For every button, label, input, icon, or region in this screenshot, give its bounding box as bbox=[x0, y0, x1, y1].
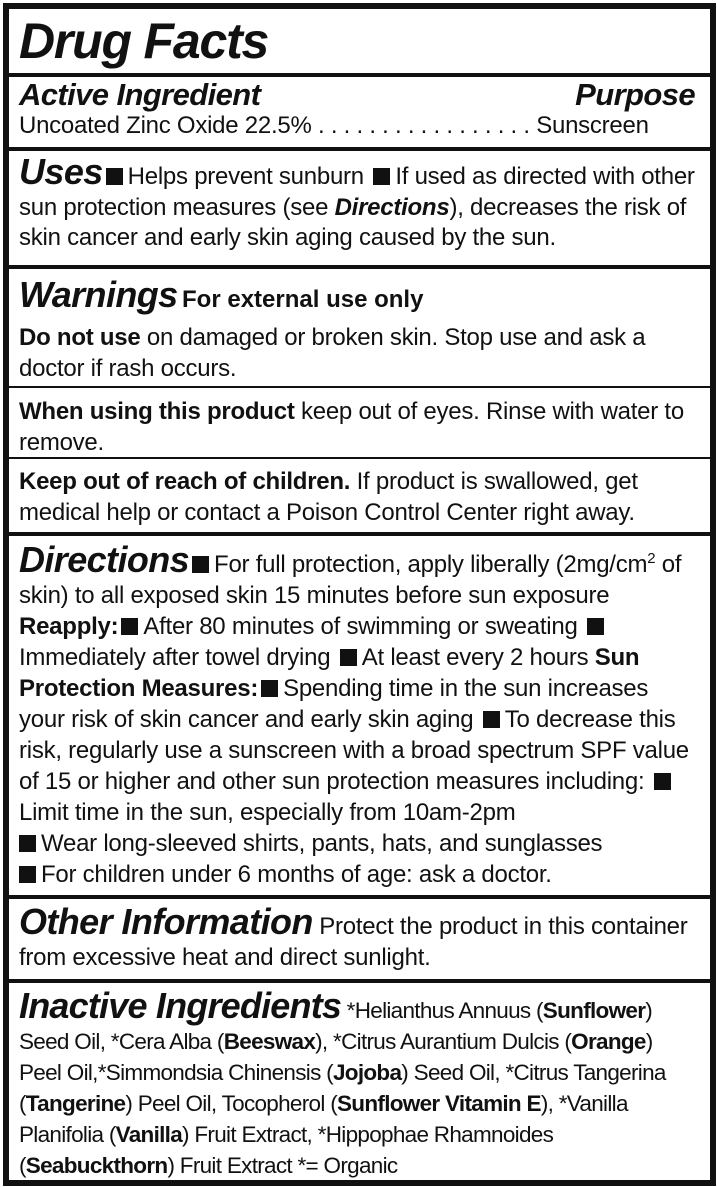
directions-full-protection-2: of skin) to all exposed skin 15 minutes before sun exposure bbox=[19, 551, 682, 609]
inactive-text: *Helianthus Annuus ( bbox=[341, 998, 543, 1023]
uses-item-2a: If used as directed with other sun protection measures (see bbox=[19, 163, 695, 221]
divider bbox=[9, 457, 710, 459]
divider bbox=[9, 386, 710, 388]
sun-item-2: To decrease this risk, regularly use a sunscreen with a broad spectrum SPF value of 15 or higher and other sun protection measures including: bbox=[19, 706, 689, 795]
title-section bbox=[9, 9, 710, 73]
bullet-square-icon bbox=[587, 618, 604, 635]
inactive-common-name: Beeswax bbox=[223, 1029, 316, 1054]
active-ingredient-row bbox=[19, 111, 700, 141]
divider bbox=[9, 532, 710, 536]
other-information-heading: Other Information bbox=[19, 901, 313, 942]
directions-section bbox=[9, 539, 710, 890]
divider bbox=[9, 979, 710, 983]
reapply-label: Reapply: bbox=[19, 613, 119, 640]
sun-item-1: Spending time in the sun increases your risk of skin cancer and early skin aging bbox=[19, 675, 649, 733]
do-not-use-label: Do not use bbox=[19, 324, 141, 351]
inactive-text: ) Peel Oil, Tocopherol ( bbox=[125, 1091, 337, 1116]
inactive-text: ), *Citrus Aurantium Dulcis ( bbox=[315, 1029, 572, 1054]
divider bbox=[9, 265, 710, 269]
active-ingredient-name: Uncoated Zinc Oxide 22.5% bbox=[19, 112, 312, 139]
directions-full-protection: For full protection, apply liberally (2mg/cm bbox=[214, 551, 648, 578]
active-ingredient-heading: Active Ingredient bbox=[19, 77, 261, 112]
sun-item-4: Wear long-sleeved shirts, pants, hats, and sunglasses bbox=[41, 830, 603, 857]
uses-section bbox=[9, 151, 710, 254]
keep-out-text: If product is swallowed, get medical help or contact a Poison Control Center right away. bbox=[19, 468, 638, 526]
inactive-text: ), *Vanilla Planifolia ( bbox=[19, 1091, 628, 1147]
inactive-ingredients-section bbox=[9, 985, 710, 1181]
uses-item-2c: ), decreases the risk of skin cancer and early skin aging caused by the sun. bbox=[19, 193, 687, 251]
leader-dots: . . . . . . . . . . . . . . . . . bbox=[311, 112, 537, 139]
bullet-square-icon bbox=[261, 680, 278, 697]
bullet-square-icon bbox=[19, 835, 36, 852]
inactive-common-name: Vanilla bbox=[115, 1122, 183, 1147]
sun-item-3: Limit time in the sun, especially from 10am-2pm bbox=[19, 799, 516, 826]
bullet-square-icon bbox=[483, 711, 500, 728]
bullet-square-icon bbox=[106, 168, 123, 185]
active-ingredient-purpose: Sunscreen bbox=[536, 112, 649, 139]
bullet-square-icon bbox=[121, 618, 138, 635]
inactive-text: ) Fruit Extract, *Hippophae Rhamnoides ( bbox=[19, 1122, 554, 1178]
bullet-square-icon bbox=[19, 866, 36, 883]
warnings-heading-row bbox=[9, 273, 710, 317]
divider bbox=[9, 895, 710, 899]
inactive-common-name: Sunflower bbox=[542, 998, 646, 1023]
bullet-square-icon bbox=[340, 649, 357, 666]
directions-heading: Directions bbox=[19, 539, 190, 580]
bullet-square-icon bbox=[373, 168, 390, 185]
sun-protection-label: Sun Protection Measures: bbox=[19, 644, 640, 702]
active-ingredient-section bbox=[9, 79, 710, 145]
inactive-text: ) Seed Oil, *Cera Alba ( bbox=[19, 998, 653, 1054]
uses-heading: Uses bbox=[19, 151, 103, 192]
uses-item-1: Helps prevent sunburn bbox=[127, 163, 364, 190]
when-using-section bbox=[9, 397, 710, 458]
other-information-section bbox=[9, 901, 710, 973]
warnings-subheading: For external use only bbox=[182, 286, 424, 313]
bullet-square-icon bbox=[654, 773, 671, 790]
purpose-heading: Purpose bbox=[575, 77, 695, 112]
active-header-row bbox=[19, 79, 700, 111]
inactive-text: ) Fruit Extract *= Organic bbox=[167, 1153, 398, 1178]
keep-out-section bbox=[9, 467, 710, 528]
superscript-2: 2 bbox=[647, 550, 656, 567]
inactive-common-name: Jojoba bbox=[332, 1060, 402, 1085]
inactive-text: ) Seed Oil, *Citrus Tangerina ( bbox=[19, 1060, 666, 1116]
uses-directions-ref: Directions bbox=[334, 193, 450, 221]
divider bbox=[9, 147, 710, 151]
inactive-common-name: Orange bbox=[571, 1029, 646, 1054]
keep-out-label: Keep out of reach of children. bbox=[19, 468, 351, 495]
drug-facts-panel bbox=[3, 3, 716, 1186]
inactive-ingredients-heading: Inactive Ingredients bbox=[19, 985, 342, 1026]
reapply-item-3: At least every 2 hours bbox=[361, 644, 589, 671]
inactive-common-name: Seabuckthorn bbox=[25, 1153, 168, 1178]
reapply-item-1: After 80 minutes of swimming or sweating bbox=[143, 613, 578, 640]
bullet-square-icon bbox=[192, 556, 209, 573]
do-not-use-section bbox=[9, 323, 710, 384]
warnings-heading: Warnings bbox=[19, 274, 178, 315]
when-using-text: keep out of eyes. Rinse with water to remove. bbox=[19, 398, 684, 456]
do-not-use-text: on damaged or broken skin. Stop use and ask a doctor if rash occurs. bbox=[19, 324, 646, 382]
page-title: Drug Facts bbox=[19, 13, 269, 69]
sun-item-5: For children under 6 months of age: ask a doctor. bbox=[41, 861, 552, 888]
reapply-item-2: Immediately after towel drying bbox=[19, 644, 331, 671]
inactive-common-name: Tangerine bbox=[25, 1091, 126, 1116]
inactive-text: ) Peel Oil,*Simmondsia Chinensis ( bbox=[19, 1029, 653, 1085]
other-information-text: Protect the product in this container from excessive heat and direct sunlight. bbox=[19, 913, 688, 971]
when-using-label: When using this product bbox=[19, 398, 295, 425]
inactive-common-name: Sunflower Vitamin E bbox=[337, 1091, 541, 1116]
